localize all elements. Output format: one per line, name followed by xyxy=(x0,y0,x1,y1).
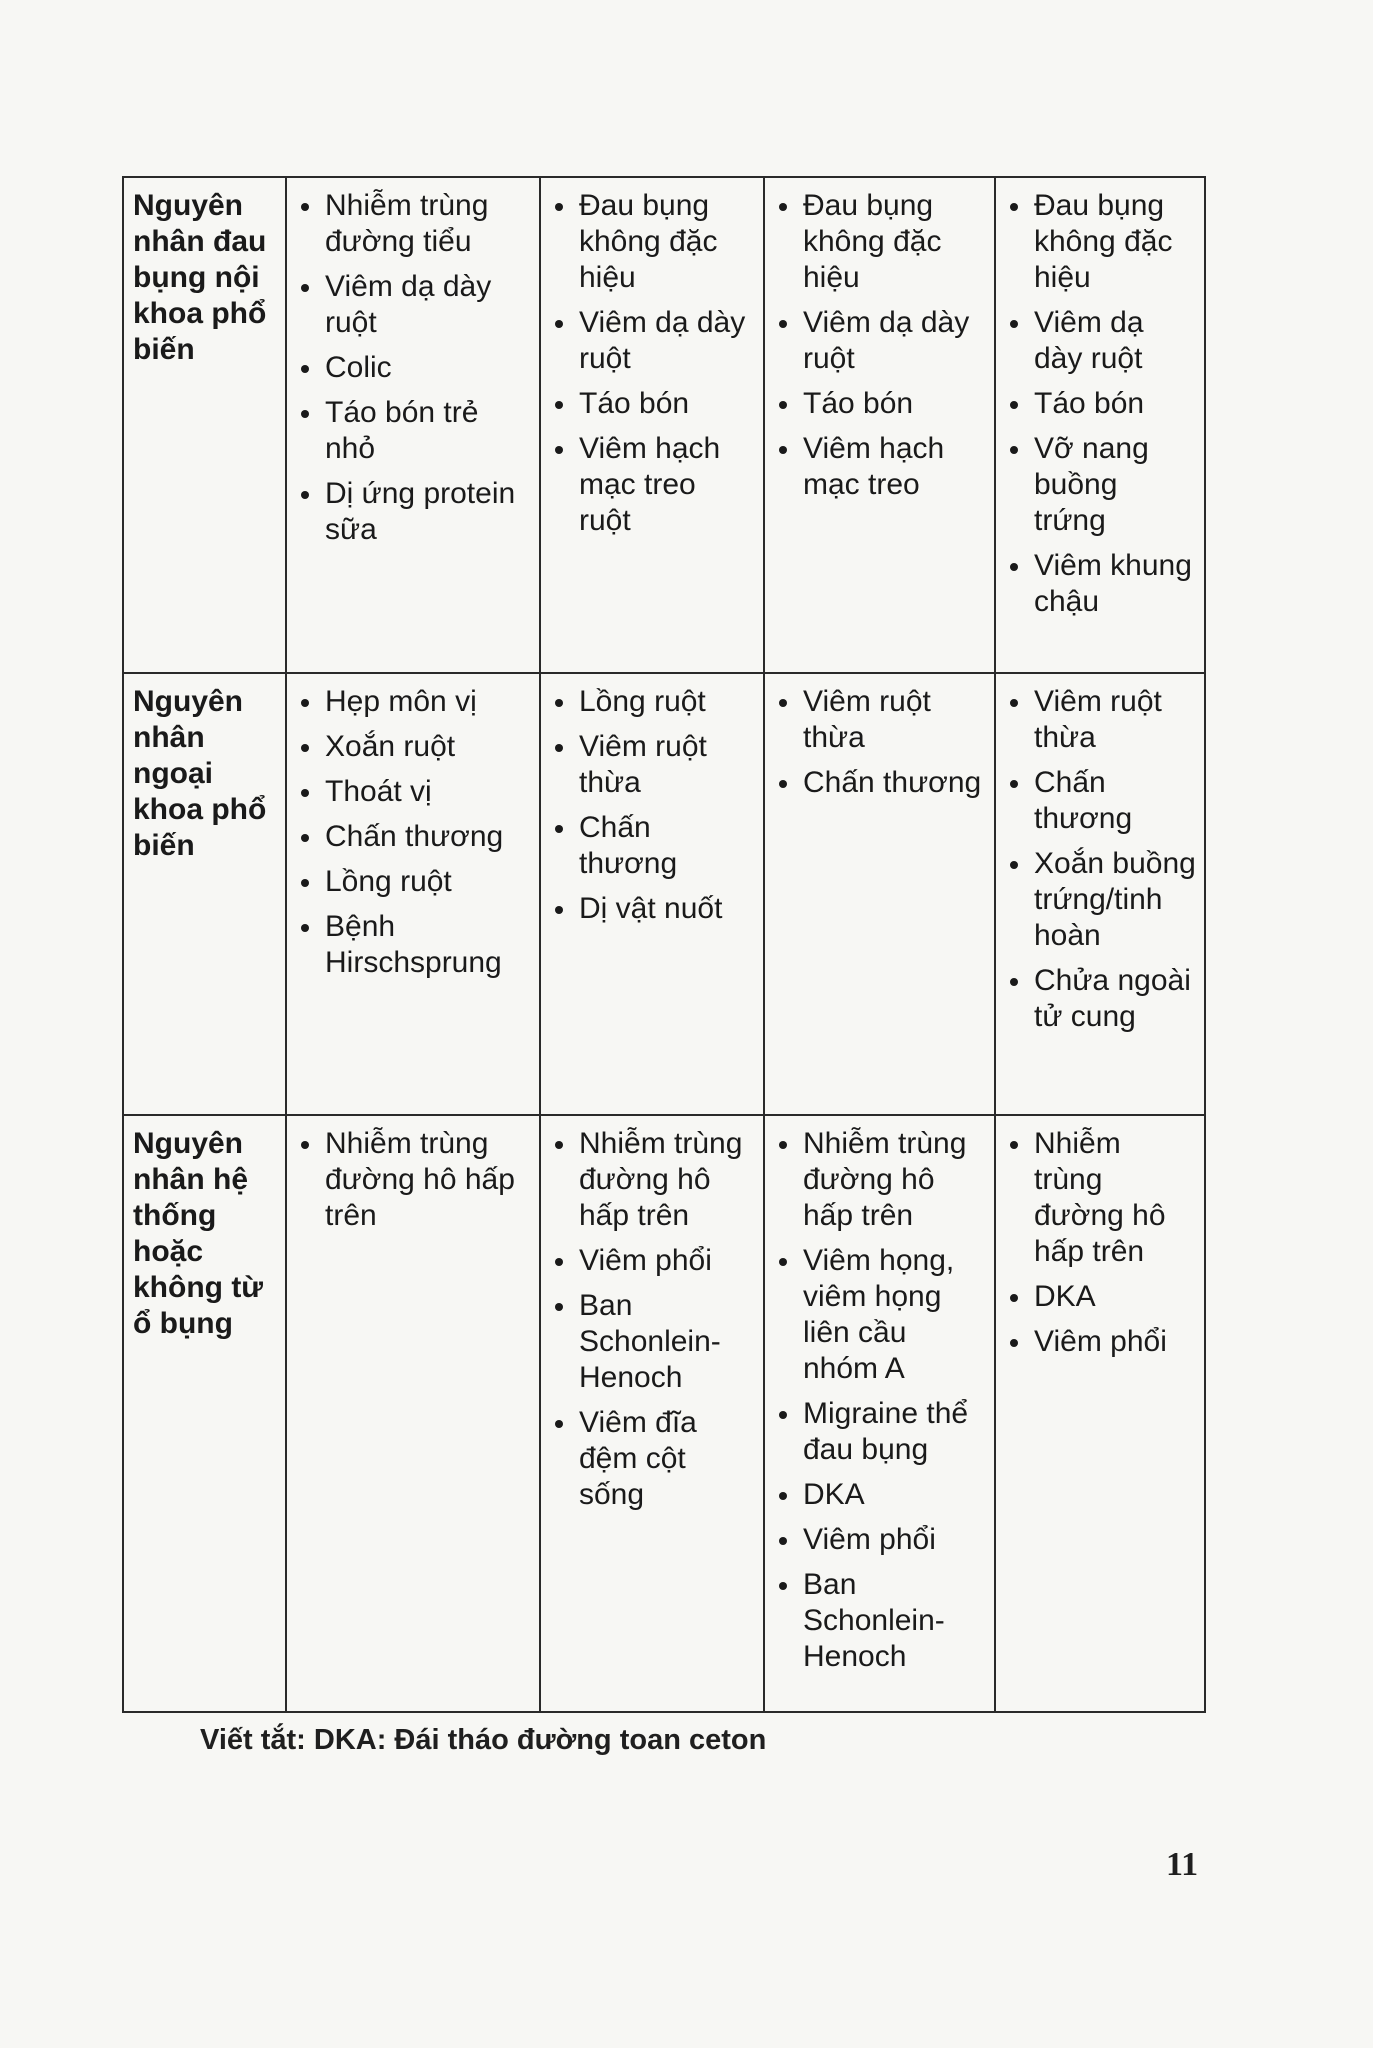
list-item-text: Xoắn buồng trứng/tinh hoàn xyxy=(1034,847,1196,952)
abdominal-pain-causes-table xyxy=(122,176,1206,1713)
bullet-icon xyxy=(301,203,309,211)
bullet-icon xyxy=(555,744,563,752)
bullet-icon xyxy=(301,744,309,752)
bullet-icon xyxy=(1010,978,1018,986)
list-item xyxy=(295,395,531,467)
list-item xyxy=(1004,1324,1196,1360)
list-item xyxy=(773,1126,986,1234)
list-item-text: Đau bụng không đặc hiệu xyxy=(803,189,942,294)
list-item xyxy=(549,1243,755,1279)
list-item-text: Viêm hạch mạc treo xyxy=(803,432,945,501)
bullet-icon xyxy=(301,491,309,499)
list-item-text: Thoát vị xyxy=(325,775,432,808)
list-item-text: DKA xyxy=(803,1478,865,1511)
list-item xyxy=(549,386,755,422)
list-item xyxy=(295,350,531,386)
list-item xyxy=(1004,305,1196,377)
bullet-icon xyxy=(555,1303,563,1311)
list-item-text: Nhiễm trùng đường hô hấp trên xyxy=(1034,1127,1166,1268)
table-body xyxy=(123,177,1205,1712)
list-item xyxy=(549,1288,755,1396)
list-item-text: Ban Schonlein-Henoch xyxy=(579,1289,721,1394)
bullet-icon xyxy=(555,1141,563,1149)
list-item-text: Táo bón xyxy=(803,387,914,420)
list-item xyxy=(549,729,755,801)
list-item xyxy=(773,684,986,756)
list-item-text: Nhiễm trùng đường tiểu xyxy=(325,189,489,258)
list-item-text: Táo bón trẻ nhỏ xyxy=(325,396,479,465)
list-item xyxy=(1004,963,1196,1035)
list-item-text: Hẹp môn vị xyxy=(325,685,477,718)
bullet-icon xyxy=(779,1582,787,1590)
bullet-icon xyxy=(1010,563,1018,571)
list-item-text: Nhiễm trùng đường hô hấp trên xyxy=(803,1127,967,1232)
list-item xyxy=(773,1567,986,1675)
bullet-icon xyxy=(779,699,787,707)
table-cell xyxy=(995,177,1205,673)
list-item xyxy=(295,188,531,260)
list-item-text: Chấn thương xyxy=(1034,766,1133,835)
list-item-text: Viêm phổi xyxy=(803,1523,936,1556)
list-item xyxy=(773,431,986,503)
bullet-icon xyxy=(1010,1141,1018,1149)
table-cell xyxy=(995,673,1205,1115)
list-item xyxy=(773,305,986,377)
bullet-icon xyxy=(555,1258,563,1266)
table-cell xyxy=(995,1115,1205,1712)
cause-list xyxy=(1004,1126,1196,1360)
row-heading: Nguyên nhân đau bụng nội khoa phổ biến xyxy=(123,177,286,673)
list-item xyxy=(773,1522,986,1558)
page-number: 11 xyxy=(1166,1846,1199,1883)
bullet-icon xyxy=(779,1141,787,1149)
list-item-text: Đau bụng không đặc hiệu xyxy=(1034,189,1173,294)
list-item xyxy=(1004,846,1196,954)
list-item-text: Xoắn ruột xyxy=(325,730,456,763)
list-item-text: Viêm dạ dày ruột xyxy=(579,306,746,375)
list-item-text: Viêm phổi xyxy=(579,1244,712,1277)
list-item xyxy=(295,1126,531,1234)
cause-list xyxy=(295,684,531,981)
list-item-text: Migraine thể đau bụng xyxy=(803,1397,969,1466)
list-item xyxy=(295,269,531,341)
list-item xyxy=(295,476,531,548)
list-item xyxy=(295,729,531,765)
list-item xyxy=(1004,386,1196,422)
list-item-text: Viêm ruột thừa xyxy=(1034,685,1162,754)
list-item xyxy=(773,386,986,422)
table-row xyxy=(123,673,1205,1115)
list-item xyxy=(549,431,755,539)
cause-list xyxy=(773,684,986,801)
list-item-text: Chửa ngoài tử cung xyxy=(1034,964,1191,1033)
bullet-icon xyxy=(301,284,309,292)
table-row xyxy=(123,1115,1205,1712)
table-cell xyxy=(764,673,995,1115)
cause-list xyxy=(1004,188,1196,620)
list-item-text: Chấn thương xyxy=(325,820,504,853)
list-item-text: Viêm ruột thừa xyxy=(579,730,707,799)
bullet-icon xyxy=(555,825,563,833)
list-item-text: Viêm ruột thừa xyxy=(803,685,931,754)
list-item-text: Ban Schonlein-Henoch xyxy=(803,1568,945,1673)
bullet-icon xyxy=(555,446,563,454)
list-item-text: Viêm dạ dày ruột xyxy=(1034,306,1144,375)
cause-list xyxy=(549,188,755,539)
table-cell xyxy=(286,673,540,1115)
cause-list xyxy=(295,1126,531,1234)
row-heading: Nguyên nhân ngoại khoa phổ biến xyxy=(123,673,286,1115)
bullet-icon xyxy=(779,203,787,211)
table-cell xyxy=(540,673,764,1115)
causes-table-container xyxy=(122,176,1204,1713)
cause-list xyxy=(295,188,531,548)
bullet-icon xyxy=(555,401,563,409)
list-item xyxy=(549,1405,755,1513)
bullet-icon xyxy=(1010,446,1018,454)
bullet-icon xyxy=(1010,203,1018,211)
list-item-text: DKA xyxy=(1034,1280,1096,1313)
bullet-icon xyxy=(779,1492,787,1500)
list-item xyxy=(295,864,531,900)
bullet-icon xyxy=(779,320,787,328)
list-item xyxy=(295,909,531,981)
table-cell xyxy=(764,1115,995,1712)
list-item-text: Đau bụng không đặc hiệu xyxy=(579,189,718,294)
list-item xyxy=(1004,1279,1196,1315)
bullet-icon xyxy=(779,1411,787,1419)
bullet-icon xyxy=(301,789,309,797)
bullet-icon xyxy=(301,410,309,418)
list-item xyxy=(1004,431,1196,539)
bullet-icon xyxy=(1010,861,1018,869)
list-item-text: Dị ứng protein sữa xyxy=(325,477,516,546)
list-item-text: Viêm đĩa đệm cột sống xyxy=(579,1406,697,1511)
table-cell xyxy=(286,1115,540,1712)
list-item xyxy=(295,819,531,855)
bullet-icon xyxy=(779,1258,787,1266)
list-item-text: Viêm họng, viêm họng liên cầu nhóm A xyxy=(803,1244,955,1385)
row-heading: Nguyên nhân hệ thống hoặc không từ ổ bụng xyxy=(123,1115,286,1712)
bullet-icon xyxy=(1010,699,1018,707)
cause-list xyxy=(549,684,755,927)
bullet-icon xyxy=(301,834,309,842)
list-item xyxy=(1004,1126,1196,1270)
list-item-text: Colic xyxy=(325,351,392,384)
bullet-icon xyxy=(1010,401,1018,409)
bullet-icon xyxy=(301,879,309,887)
list-item xyxy=(549,188,755,296)
list-item xyxy=(773,1477,986,1513)
cause-list xyxy=(773,188,986,503)
list-item-text: Viêm dạ dày ruột xyxy=(325,270,492,339)
list-item-text: Nhiễm trùng đường hô hấp trên xyxy=(579,1127,743,1232)
cause-list xyxy=(773,1126,986,1675)
list-item xyxy=(295,684,531,720)
list-item-text: Viêm hạch mạc treo ruột xyxy=(579,432,721,537)
list-item-text: Chấn thương xyxy=(803,766,982,799)
list-item xyxy=(773,188,986,296)
list-item xyxy=(1004,188,1196,296)
list-item-text: Lồng ruột xyxy=(579,685,706,718)
list-item xyxy=(773,1396,986,1468)
bullet-icon xyxy=(301,365,309,373)
table-cell xyxy=(764,177,995,673)
bullet-icon xyxy=(779,446,787,454)
table-cell xyxy=(540,1115,764,1712)
bullet-icon xyxy=(555,320,563,328)
table-cell xyxy=(540,177,764,673)
list-item-text: Dị vật nuốt xyxy=(579,892,723,925)
bullet-icon xyxy=(301,924,309,932)
bullet-icon xyxy=(779,780,787,788)
cause-list xyxy=(1004,684,1196,1035)
bullet-icon xyxy=(555,699,563,707)
bullet-icon xyxy=(1010,1339,1018,1347)
list-item xyxy=(1004,548,1196,620)
list-item xyxy=(549,305,755,377)
bullet-icon xyxy=(555,906,563,914)
list-item-text: Nhiễm trùng đường hô hấp trên xyxy=(325,1127,515,1232)
list-item xyxy=(773,1243,986,1387)
list-item-text: Táo bón xyxy=(579,387,690,420)
cause-list xyxy=(549,1126,755,1513)
list-item xyxy=(1004,765,1196,837)
bullet-icon xyxy=(779,1537,787,1545)
bullet-icon xyxy=(555,203,563,211)
bullet-icon xyxy=(1010,320,1018,328)
table-row xyxy=(123,177,1205,673)
list-item-text: Táo bón xyxy=(1034,387,1145,420)
bullet-icon xyxy=(301,699,309,707)
list-item xyxy=(295,774,531,810)
bullet-icon xyxy=(301,1141,309,1149)
bullet-icon xyxy=(1010,780,1018,788)
list-item xyxy=(549,810,755,882)
list-item-text: Lồng ruột xyxy=(325,865,452,898)
list-item xyxy=(549,891,755,927)
list-item-text: Viêm phổi xyxy=(1034,1325,1167,1358)
bullet-icon xyxy=(779,401,787,409)
abbreviation-footnote: Viết tắt: DKA: Đái tháo đường toan ceton xyxy=(200,1724,767,1756)
list-item-text: Chấn thương xyxy=(579,811,678,880)
list-item xyxy=(549,1126,755,1234)
list-item-text: Bệnh Hirschsprung xyxy=(325,910,502,979)
list-item xyxy=(1004,684,1196,756)
list-item xyxy=(549,684,755,720)
list-item xyxy=(773,765,986,801)
table-cell xyxy=(286,177,540,673)
list-item-text: Viêm khung chậu xyxy=(1034,549,1192,618)
bullet-icon xyxy=(1010,1294,1018,1302)
bullet-icon xyxy=(555,1420,563,1428)
list-item-text: Vỡ nang buồng trứng xyxy=(1034,432,1149,537)
list-item-text: Viêm dạ dày ruột xyxy=(803,306,970,375)
